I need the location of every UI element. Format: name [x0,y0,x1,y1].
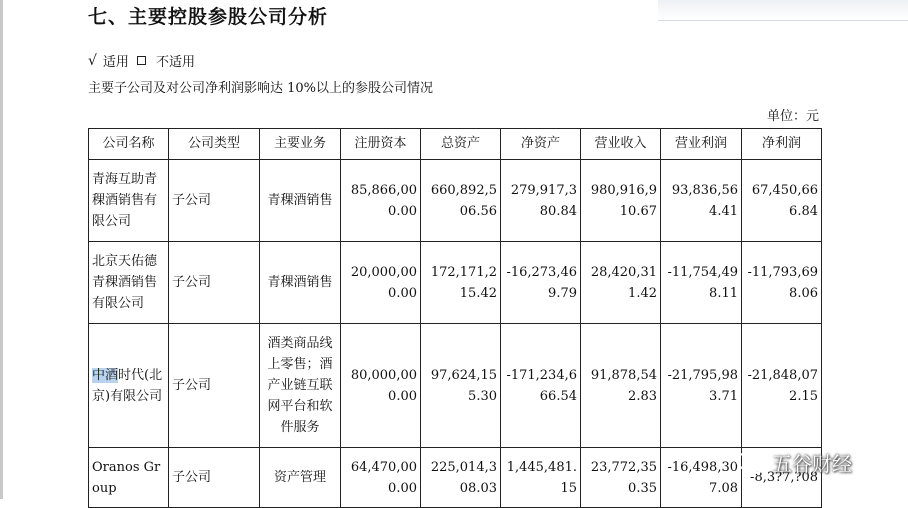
column-header: 总资产 [421,129,501,160]
operating-profit: -16,498,307.08 [661,448,742,508]
total-assets: 172,171,215.42 [421,242,501,324]
column-header: 营业利润 [661,129,742,160]
net-assets: 1,445,481.15 [501,448,581,508]
company-type: 子公司 [169,160,260,242]
applicability-line [88,51,195,70]
company-type: 子公司 [169,324,260,448]
watermark [736,448,852,477]
company-type: 子公司 [169,448,260,508]
check-mark: √ [88,52,97,69]
applicable-label: 适用 [102,55,129,70]
subsidiaries-table [88,128,822,508]
net-assets: 279,917,380.84 [501,160,581,242]
table-row [89,242,822,324]
selected-text: 中酒 [92,367,119,383]
main-business: 青稞酒销售 [260,160,341,242]
operating-profit: 93,836,564.41 [661,160,742,242]
company-name: Oranos Group [89,448,169,508]
column-header: 公司名称 [89,129,169,160]
revenue: 23,772,350.35 [581,448,661,508]
column-header: 公司类型 [169,129,260,160]
main-business: 酒类商品线上零售；酒产业链互联网平台和软件服务 [260,324,341,448]
operating-profit: -21,795,983.71 [661,324,742,448]
revenue: 980,916,910.67 [581,160,661,242]
net-assets: -171,234,666.54 [501,324,581,448]
registered-capital: 80,000,000.00 [341,324,421,448]
operating-profit: -11,754,498.11 [661,242,742,324]
company-type: 子公司 [169,242,260,324]
wechat-icon [736,451,766,475]
unchecked-box-icon [137,56,146,65]
page-edge [0,0,3,499]
company-name [89,324,169,448]
column-header: 营业收入 [581,129,661,160]
registered-capital: 64,470,000.00 [341,448,421,508]
watermark-text: 五谷财经 [772,452,852,476]
net-profit: 67,450,666.84 [742,160,822,242]
column-header: 净利润 [742,129,822,160]
main-business: 青稞酒销售 [260,242,341,324]
registered-capital: 85,866,000.00 [341,160,421,242]
column-header: 注册资本 [341,129,421,160]
table-row [89,160,822,242]
column-header: 净资产 [501,129,581,160]
column-header: 主要业务 [260,129,341,160]
table-row [89,324,822,448]
company-name-rest: 时代(北京)有限公司 [92,367,163,404]
registered-capital: 20,000,000.00 [341,242,421,324]
net-profit: -8,3?7,?08 [742,448,822,508]
total-assets: 660,892,506.56 [421,160,501,242]
unit-label: 单位：元 [767,109,820,124]
total-assets: 97,624,155.30 [421,324,501,448]
window-shadow [658,0,908,21]
intro-text: 主要子公司及对公司净利润影响达 10%以上的参股公司情况 [88,81,434,96]
revenue: 28,420,311.42 [581,242,661,324]
net-profit: -11,793,698.06 [742,242,822,324]
main-business: 资产管理 [260,448,341,508]
company-name: 北京天佑德青稞酒销售有限公司 [89,242,169,324]
company-name: 青海互助青稞酒销售有限公司 [89,160,169,242]
not-applicable-label: 不适用 [155,55,195,70]
section-title: 七、主要控股参股公司分析 [88,6,329,28]
total-assets: 225,014,308.03 [421,448,501,508]
table-header-row [89,129,822,160]
net-assets: -16,273,469.79 [501,242,581,324]
net-profit: -21,848,072.15 [742,324,822,448]
revenue: 91,878,542.83 [581,324,661,448]
